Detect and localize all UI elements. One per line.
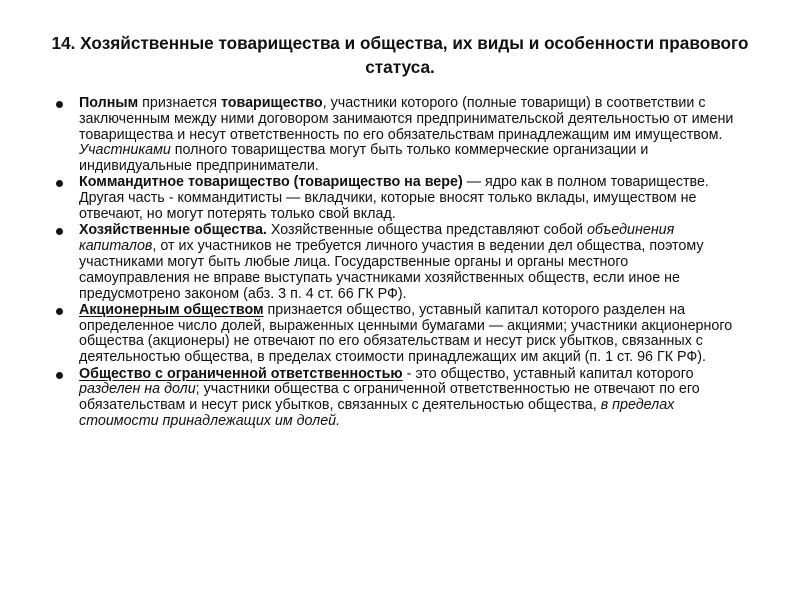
bullet-text — [79, 95, 733, 174]
term-joint-stock-company: Акционерным обществом — [79, 301, 264, 318]
bullet-icon — [56, 101, 63, 108]
text-segment: , участники которого (полные товарищи) в соответствии с заключенным между ними договором занимаются предпринимательской деятельностью от имени товарищества и несут ответственность по его обязательствам принадлежащим им имуществом. — [79, 95, 734, 143]
term-divided-into-shares: разделен на доли — [79, 381, 196, 398]
list-item — [56, 223, 736, 302]
term-full-partnership: Полным — [79, 95, 139, 111]
list-item — [56, 96, 736, 175]
list-item — [56, 303, 736, 366]
text-segment: — ядро как в полном товариществе. Другая часть - коммандитисты — вкладчики, которые вносят только вклады, имуществом не отвечают, но могут потерять только свой вклад. — [79, 174, 709, 223]
bullet-icon — [56, 228, 63, 235]
bullet-text — [79, 302, 732, 365]
bullet-text — [79, 366, 700, 429]
bullet-icon — [56, 180, 63, 187]
text-segment: ; участники общества с ограниченной ответственностью не отвечают по его обязательствам и несут риск убытков, связанных с деятельностью общества, — [79, 381, 700, 414]
text-segment: Хозяйственные общества представляют собой — [266, 222, 587, 239]
term-business-companies: Хозяйственные общества. — [79, 222, 267, 239]
bullet-icon — [56, 308, 63, 315]
text-segment: - это общество, уставный капитал которого — [402, 365, 694, 382]
text-segment: признается — [138, 95, 221, 111]
bullet-text — [79, 222, 704, 301]
text-segment: полного товарищества могут быть только коммерческие организации и индивидуальные предприниматели. — [79, 142, 649, 175]
text-segment: признается общество, уставный капитал которого разделен на определенное число долей, выраженных ценными бумагами — акциями; участники акционерного общества (акционеры) не отвечают по его обязательствам и несут риск убытков, связанных с деятельностью общества, в пределах стоимости принадлежащих им акций (п. 1 ст. 96 ГК РФ). — [79, 301, 733, 366]
list-item — [56, 367, 736, 430]
slide-title: 14. Хозяйственные товарищества и общества, их виды и особенности правового статуса. — [51, 33, 749, 77]
term-llc: Общество с ограниченной ответственностью — [79, 365, 403, 382]
text-segment: , от их участников не требуется личного участия в ведении дел общества, поэтому участниками могут быть любые лица. Государственные органы и органы местного самоуправления не вправе выступать участниками хозяйственных обществ, если иное не предусмотрено законом (абз. 3 п. 4 ст. 66 ГК РФ). — [79, 238, 704, 302]
bullet-list — [56, 96, 736, 430]
term-limited-partnership: Коммандитное товарищество (товарищество на вере) — [79, 174, 463, 191]
term-participants: Участниками — [79, 142, 171, 159]
term-within-value-of-shares: в пределах стоимости принадлежащих им долей. — [79, 397, 675, 429]
term-capital-associations: объединения капиталов — [79, 222, 675, 255]
bullet-icon — [56, 372, 63, 379]
bullet-text — [79, 174, 709, 222]
term-partnership: товарищество — [220, 95, 323, 111]
list-item — [56, 175, 736, 222]
